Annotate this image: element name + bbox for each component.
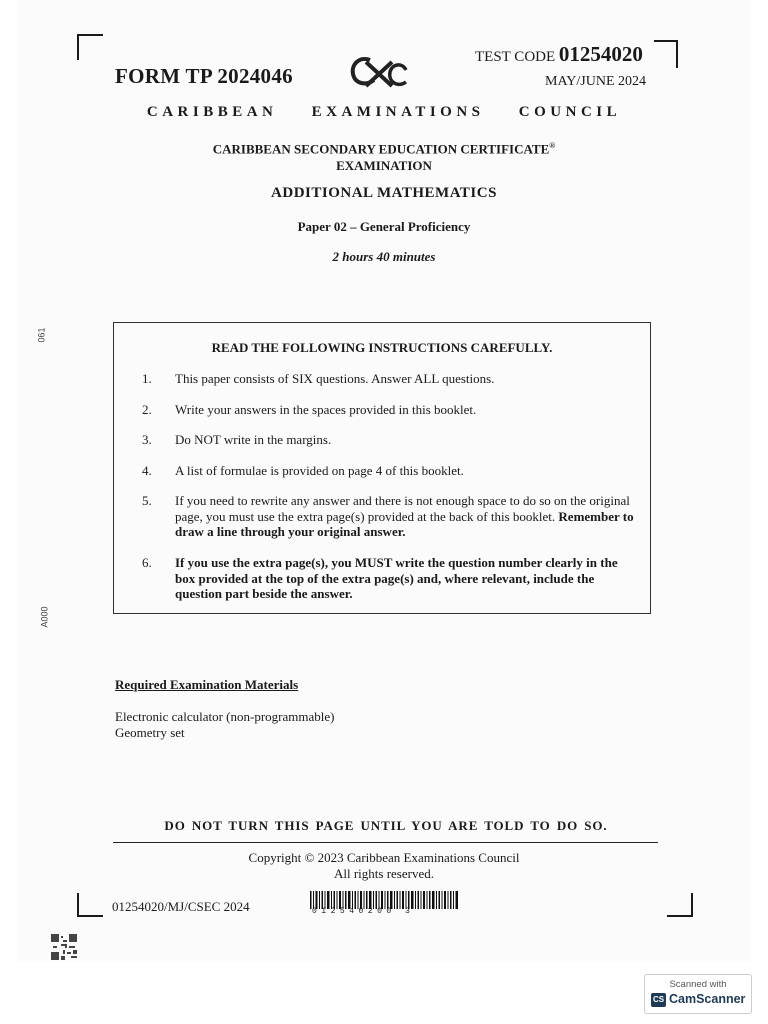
barcode-digits: 012540200 3 [312, 907, 415, 916]
instruction-number: 3. [142, 432, 152, 447]
test-code-label: TEST CODE [475, 49, 556, 65]
test-code [475, 42, 643, 67]
copyright-notice [0, 850, 768, 882]
qr-code-icon [51, 934, 77, 960]
subject-title: ADDITIONAL MATHEMATICS [271, 185, 497, 201]
instruction-number: 6. [142, 555, 152, 570]
instruction-text: A list of formulae is provided on page 4 of this booklet. [175, 463, 464, 478]
corner-mark-bottom-right [667, 893, 693, 917]
instruction-number: 2. [142, 402, 152, 417]
instruction-number: 4. [142, 463, 152, 478]
cxc-logo [348, 52, 410, 94]
camscanner-logo-icon: CS [651, 993, 666, 1007]
test-code-number: 01254020 [558, 42, 643, 66]
instruction-text-bold: Remember to draw a line through your original answer. [175, 508, 634, 539]
materials-title: Required Examination Materials [115, 677, 299, 692]
instruction-number: 1. [142, 371, 152, 386]
copyright-line-2: All rights reserved. [333, 866, 434, 881]
form-code: FORM TP 2024046 [115, 64, 293, 88]
certificate-title [0, 137, 768, 174]
council-name: CARIBBEAN EXAMINATIONS COUNCIL [146, 104, 622, 120]
corner-mark-top-left [77, 34, 103, 60]
exam-session: MAY/JUNE 2024 [545, 74, 646, 89]
exam-duration: 2 hours 40 minutes [332, 249, 436, 264]
instruction-number: 5. [142, 493, 152, 508]
camscanner-watermark [644, 974, 752, 1014]
material-item: Electronic calculator (non-programmable) [115, 709, 335, 724]
copyright-line-1: Copyright © 2023 Caribbean Examinations Council [248, 850, 520, 865]
do-not-turn-warning: DO NOT TURN THIS PAGE UNTIL YOU ARE TOLD TO DO SO. [164, 818, 608, 833]
instruction-text: Do NOT write in the margins. [175, 432, 332, 447]
instruction-text: Write your answers in the spaces provided in this booklet. [175, 402, 477, 417]
footer-code: 01254020/MJ/CSEC 2024 [112, 899, 250, 914]
material-item: Geometry set [115, 725, 185, 740]
corner-mark-bottom-left [77, 893, 103, 917]
instruction-text [175, 493, 637, 540]
instruction-text: If you use the extra page(s), you MUST write the question number clearly in the box provided at the top of the extra page(s) and, where relevant, include the question part beside the answer. [175, 555, 618, 601]
registered-mark: ® [549, 141, 556, 150]
certificate-line-2: EXAMINATION [336, 158, 432, 174]
camscanner-name: CamScanner [669, 992, 746, 1006]
scanned-with-label: Scanned with [669, 979, 727, 990]
side-code-lower: A000 [39, 606, 50, 628]
certificate-line-1: CARIBBEAN SECONDARY EDUCATION CERTIFICATE [212, 141, 550, 157]
instruction-text: This paper consists of SIX questions. Answer ALL questions. [175, 371, 495, 386]
paper-title: Paper 02 – General Proficiency [297, 219, 471, 234]
instructions-title: READ THE FOLLOWING INSTRUCTIONS CAREFULLY. [211, 340, 553, 355]
divider-line [113, 842, 658, 843]
instruction-text-regular: If you need to rewrite any answer and there is not enough space to do so on the original page, you must use the extra page(s) provided at the back of this booklet. [175, 493, 630, 524]
instructions-box [113, 322, 651, 614]
side-code-upper: 061 [36, 327, 47, 343]
corner-mark-top-right [654, 40, 678, 68]
